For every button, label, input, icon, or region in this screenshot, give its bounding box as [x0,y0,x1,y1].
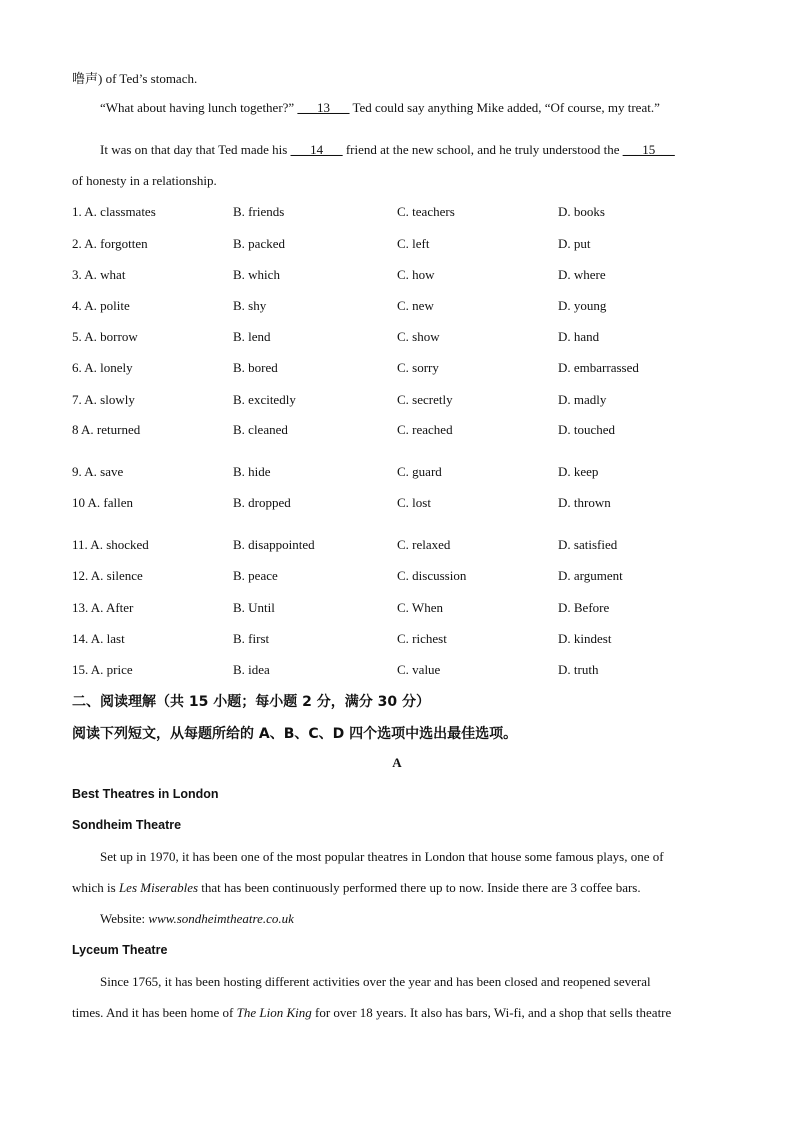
passage-line-1: 噜声) of Ted’s stomach. [72,71,198,86]
option-row [72,600,732,616]
option-row [72,422,732,438]
option-row [72,662,732,678]
option-row [72,267,732,283]
option-a: 12. A. silence [72,568,143,583]
option-c: C. lost [397,495,431,510]
paragraph-line [72,1005,671,1021]
option-c: C. When [397,600,443,615]
option-c: C. guard [397,464,442,479]
option-a: 10 A. fallen [72,495,134,510]
website-line [100,911,294,927]
option-b: B. cleaned [233,422,288,437]
paragraph-line [72,880,641,896]
option-row [72,329,732,345]
option-c: C. discussion [397,568,467,583]
option-a: 14. A. last [72,631,125,646]
option-b: B. lend [233,329,271,344]
website-label: Website: [100,911,149,926]
option-c: C. teachers [397,204,455,219]
option-a: 5. A. borrow [72,329,138,344]
article-title: Best Theatres in London [72,787,219,801]
option-row [72,204,732,220]
option-a: 15. A. price [72,662,133,677]
option-c: C. relaxed [397,537,451,552]
text: for over 18 years. It also has bars, Wi-fi, and a shop that sells theatre [311,1005,672,1020]
option-a: 8 A. returned [72,422,141,437]
option-a: 9. A. save [72,464,124,479]
option-b: B. excitedly [233,392,296,407]
option-b: B. Until [233,600,275,615]
play-title: The Lion King [236,1005,312,1020]
option-b: B. first [233,631,270,646]
option-a: 11. A. shocked [72,537,149,552]
option-b: B. idea [233,662,270,677]
option-row [72,495,732,511]
option-b: B. dropped [233,495,291,510]
option-row [72,298,732,314]
option-d: D. truth [558,662,599,677]
text: Mike added, “Of course, my treat.” [473,100,660,115]
section-instruction: 阅读下列短文，从每题所给的 A、B、C、D 四个选项中选出最佳选项。 [72,726,518,742]
website-url: www.sondheimtheatre.co.uk [148,911,294,926]
option-d: D. touched [558,422,616,437]
passage-line-3 [100,142,675,158]
option-c: C. left [397,236,430,251]
paragraph-line: Set up in 1970, it has been one of the most popular theatres in London that house some famous plays, one of [100,849,664,864]
option-b: B. friends [233,204,285,219]
text: times. And it has been home of [72,1005,237,1020]
text: It was on that day that Ted made his [100,142,291,157]
text: friend at the new school, and he truly understood the [342,142,623,157]
option-d: D. books [558,204,605,219]
option-c: C. sorry [397,360,439,375]
option-row [72,392,732,408]
option-d: D. where [558,267,606,282]
option-a: 4. A. polite [72,298,130,313]
section-heading: 二、阅读理解（共 15 小题；每小题 2 分，满分 30 分） [72,694,430,710]
option-d: D. satisfied [558,537,618,552]
option-d: D. argument [558,568,623,583]
option-b: B. disappointed [233,537,315,552]
option-d: D. Before [558,600,610,615]
option-row [72,464,732,480]
passage-line-4: of honesty in a relationship. [72,173,217,188]
option-a: 1. A. classmates [72,204,156,219]
theatre-name-lyceum: Lyceum Theatre [72,943,168,957]
option-c: C. value [397,662,441,677]
option-d: D. put [558,236,591,251]
blank-15: ___15___ [622,142,675,157]
option-c: C. how [397,267,435,282]
option-a: 6. A. lonely [72,360,133,375]
blank-13: ___13___ [297,100,350,115]
text: that has been continuously performed there up to now. Inside there are 3 coffee bars. [198,880,641,895]
option-d: D. keep [558,464,599,479]
option-d: D. thrown [558,495,611,510]
option-d: D. embarrassed [558,360,639,375]
paragraph-line: Since 1765, it has been hosting different activities over the year and has been closed and reopened several [100,974,651,989]
passage-line-2 [100,100,660,116]
option-b: B. peace [233,568,278,583]
option-row [72,236,732,252]
option-b: B. packed [233,236,285,251]
option-b: B. bored [233,360,278,375]
text: Ted could say anything [349,100,474,115]
option-b: B. hide [233,464,271,479]
option-row [72,568,732,584]
text: “What about having lunch together?” [100,100,298,115]
option-b: B. shy [233,298,267,313]
option-a: 2. A. forgotten [72,236,148,251]
option-row [72,631,732,647]
option-c: C. reached [397,422,453,437]
option-d: D. madly [558,392,607,407]
option-a: 3. A. what [72,267,126,282]
play-title: Les Miserables [118,880,199,895]
option-a: 7. A. slowly [72,392,135,407]
part-letter: A [392,755,402,770]
option-a: 13. A. After [72,600,134,615]
option-c: C. secretly [397,392,453,407]
option-d: D. young [558,298,607,313]
option-b: B. which [233,267,280,282]
text: which is [72,880,119,895]
option-row [72,360,732,376]
theatre-name-sondheim: Sondheim Theatre [72,818,182,832]
option-c: C. new [397,298,434,313]
blank-14: ___14___ [290,142,343,157]
option-c: C. richest [397,631,447,646]
option-c: C. show [397,329,440,344]
option-d: D. kindest [558,631,612,646]
option-d: D. hand [558,329,600,344]
option-row [72,537,732,553]
